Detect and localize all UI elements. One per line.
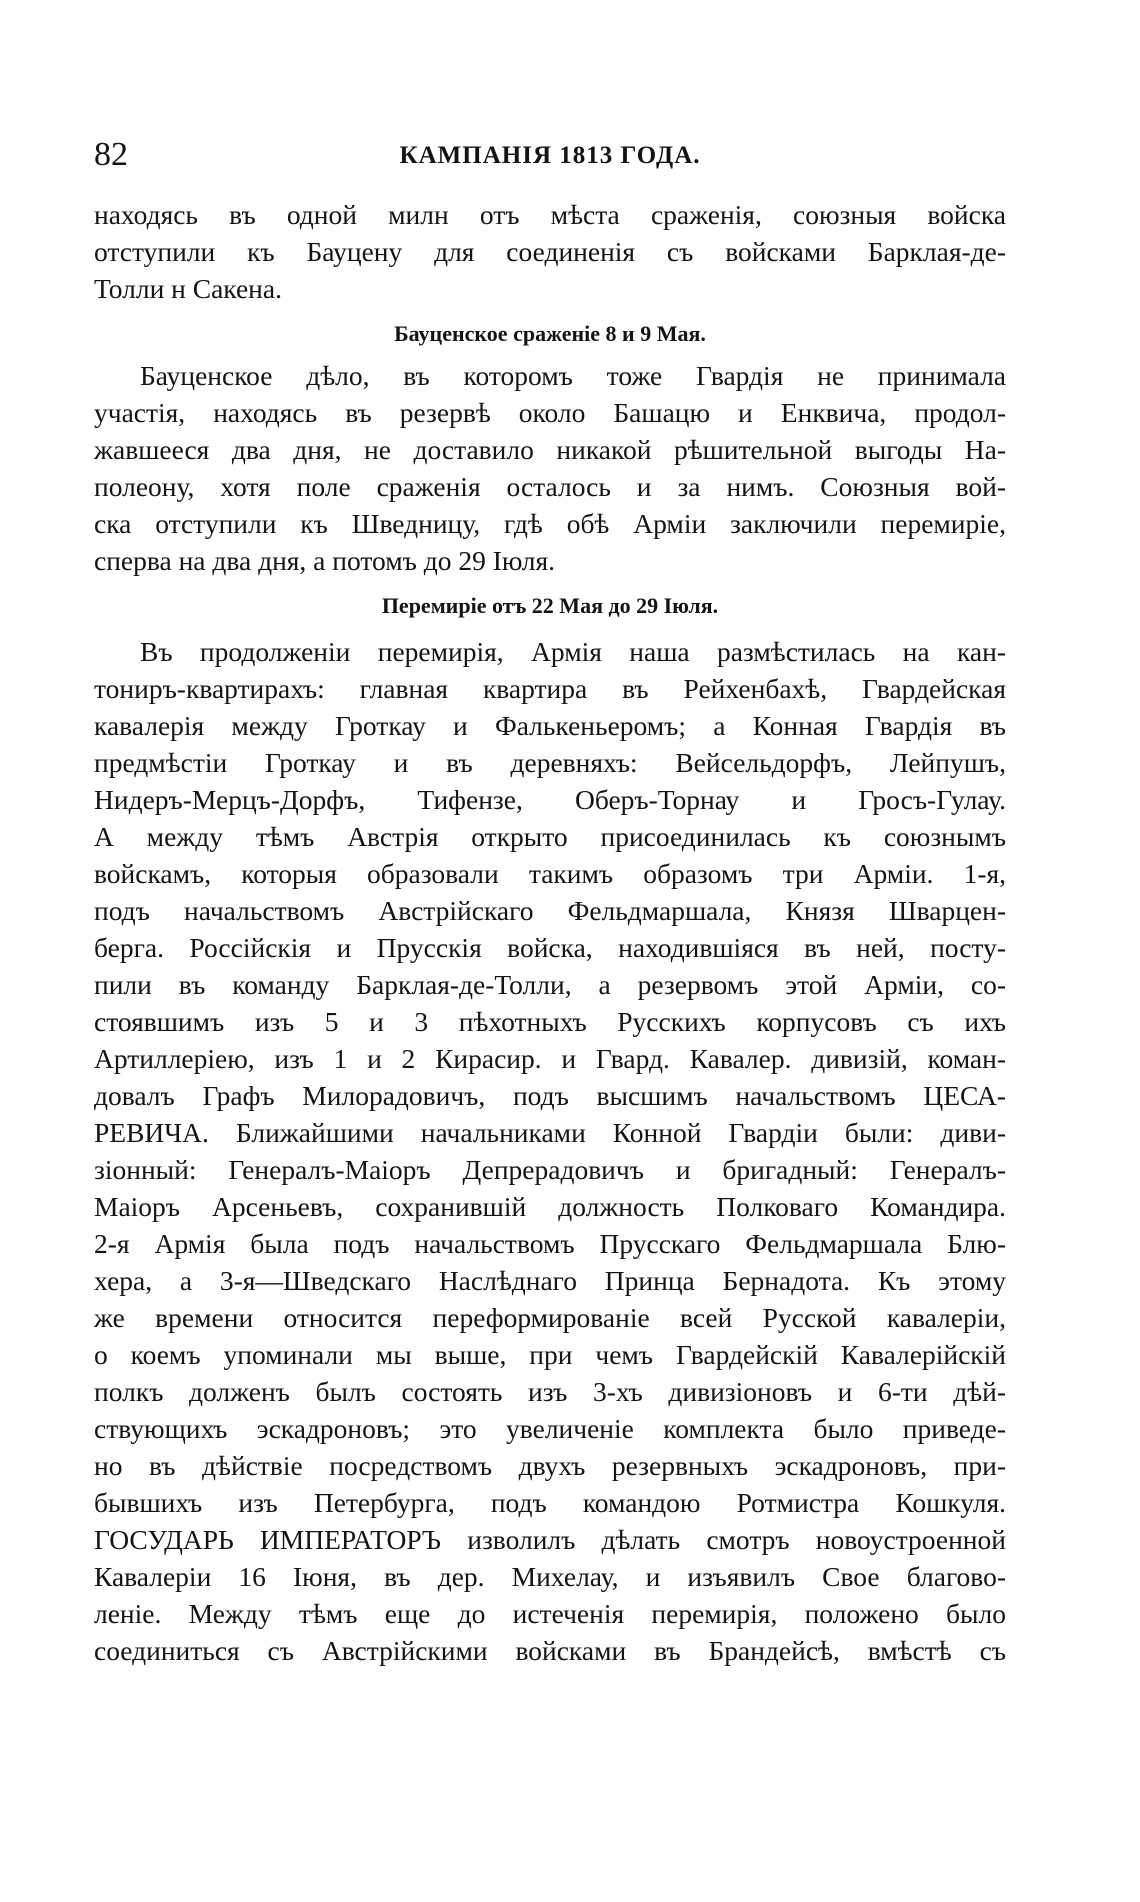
text-line: А между тѣмъ Австрія открыто присоединилась къ союзнымъ <box>94 821 1006 852</box>
section-heading-bautzen: Бауценское сраженіе 8 и 9 Мая. <box>394 321 706 346</box>
text-line: участія, находясь въ резервѣ около Башацю и Енквича, продол- <box>94 397 1006 428</box>
text-line: 2-я Армія была подъ начальствомъ Прусскаго Фельдмаршала Блю- <box>94 1228 1006 1259</box>
text-line: полкъ долженъ былъ состоять изъ 3-хъ дивизіоновъ и 6-ти дѣй- <box>94 1376 1006 1407</box>
text-line: леніе. Между тѣмъ еще до истеченія перемирія, положено было <box>94 1598 1006 1629</box>
text-line: сперва на два дня, а потомъ до 29 Іюля. <box>94 545 556 576</box>
running-title: КАМПАНІЯ 1813 ГОДА. <box>399 142 701 169</box>
text-line: соединиться съ Австрійскими войсками въ Брандейсѣ, вмѣстѣ съ <box>94 1635 1006 1666</box>
text-line: Артиллеріею, изъ 1 и 2 Кирасир. и Гвард. Кавалер. дивизій, коман- <box>94 1043 1006 1074</box>
text-line: РЕВИЧА. Ближайшими начальниками Конной Гвардіи были: диви- <box>94 1117 1006 1148</box>
text-line: тониръ-квартирахъ: главная квартира въ Рейхенбахѣ, Гвардейская <box>94 673 1006 704</box>
text-line: войскамъ, которыя образовали такимъ образомъ три Арміи. 1-я, <box>94 858 1006 889</box>
text-line: хера, а 3-я—Шведскаго Наслѣднаго Принца Бернадота. Къ этому <box>94 1265 1006 1296</box>
text-line: же времени относится переформированіе всей Русской кавалеріи, <box>94 1302 1006 1333</box>
text-line: находясь въ одной милн отъ мѣста сраженія, союзныя войска <box>94 199 1006 230</box>
paragraph-armistice <box>94 633 1006 1669</box>
section-heading-armistice: Перемиріе отъ 22 Мая до 29 Іюля. <box>381 593 719 618</box>
running-head <box>94 132 1006 178</box>
paragraph-bautzen <box>94 357 1006 579</box>
intro-paragraph <box>94 196 1006 307</box>
text-line: предмѣстіи Гроткау и въ деревняхъ: Вейсельдорфъ, Лейпушъ, <box>94 747 1006 778</box>
text-line: Въ продолженіи перемирія, Армія наша размѣстилась на кан- <box>140 636 1006 667</box>
text-line: полеону, хотя поле сраженія осталось и за нимъ. Союзныя вой- <box>94 471 1006 502</box>
text-line: Нидеръ-Мерцъ-Дорфъ, Тифензе, Оберъ-Торнау и Гросъ-Гулау. <box>94 784 1006 815</box>
text-line: ствующихъ эскадроновъ; это увеличеніе комплекта было приведе- <box>94 1413 1006 1444</box>
text-line: ГОСУДАРЬ ИМПЕРАТОРЪ изволилъ дѣлать смотръ новоустроенной <box>94 1524 1006 1555</box>
text-line: о коемъ упоминали мы выше, при чемъ Гвардейскій Кавалерійскій <box>94 1339 1006 1370</box>
text-line: Кавалеріи 16 Іюня, въ дер. Михелау, и изъявилъ Свое благово- <box>94 1561 1006 1592</box>
text-line: кавалерія между Гроткау и Фалькеньеромъ; а Конная Гвардія въ <box>94 710 1006 741</box>
text-line: довалъ Графъ Милорадовичъ, подъ высшимъ начальствомъ ЦЕСА- <box>94 1080 1006 1111</box>
text-line: Толли н Сакена. <box>94 273 282 304</box>
text-line: ска отступили къ Шведницу, гдѣ обѣ Арміи заключили перемиріе, <box>94 508 1006 539</box>
text-line: но въ дѣйствіе посредствомъ двухъ резервныхъ эскадроновъ, при- <box>94 1450 1006 1481</box>
text-line: Бауценское дѣло, въ которомъ тоже Гвардія не принимала <box>140 360 1006 391</box>
text-line: бывшихъ изъ Петербурга, подъ командою Ротмистра Кошкуля. <box>94 1487 1006 1518</box>
page-number: 82 <box>94 136 128 173</box>
text-line: жавшееся два дня, не доставило никакой рѣшительной выгоды На- <box>94 434 1006 465</box>
text-line: зіонный: Генералъ-Маіоръ Депрерадовичъ и бригадный: Генералъ- <box>94 1154 1006 1185</box>
book-page <box>94 132 1006 1669</box>
text-line: Маіоръ Арсеньевъ, сохранившій должность Полковаго Командира. <box>94 1191 1006 1222</box>
text-line: пили въ команду Барклая-де-Толли, а резервомъ этой Арміи, со- <box>94 969 1006 1000</box>
text-line: стоявшимъ изъ 5 и 3 пѣхотныхъ Русскихъ корпусовъ съ ихъ <box>94 1006 1006 1037</box>
text-line: берга. Россійскія и Прусскія войска, находившіяся въ ней, посту- <box>94 932 1006 963</box>
text-line: подъ начальствомъ Австрійскаго Фельдмаршала, Князя Шварцен- <box>94 895 1006 926</box>
text-line: отступили къ Бауцену для соединенія съ войсками Барклая-де- <box>94 236 1006 267</box>
